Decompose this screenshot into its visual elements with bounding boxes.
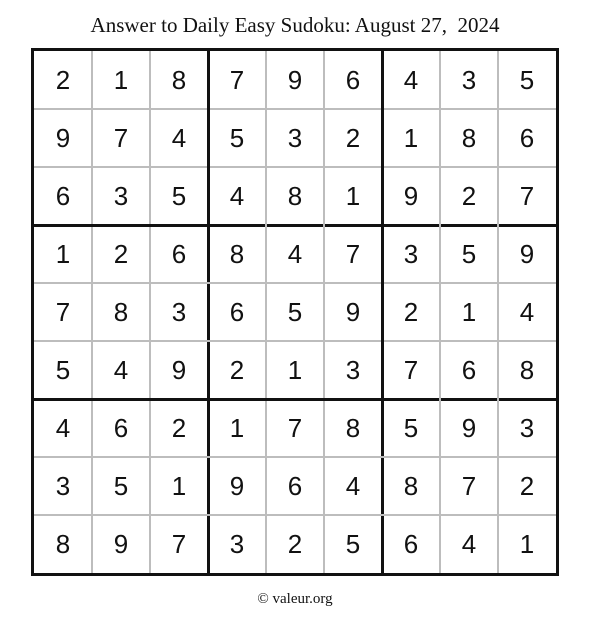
sudoku-cell: 7 bbox=[229, 64, 245, 95]
sudoku-cell: 1 bbox=[287, 354, 303, 385]
sudoku-cell: 4 bbox=[519, 296, 535, 327]
sudoku-cell: 4 bbox=[461, 528, 477, 559]
sudoku-cell: 6 bbox=[461, 354, 477, 385]
sudoku-cell: 5 bbox=[345, 528, 361, 559]
sudoku-cell: 4 bbox=[113, 354, 129, 385]
sudoku-cell: 7 bbox=[403, 354, 419, 385]
sudoku-cell: 6 bbox=[403, 528, 419, 559]
sudoku-cell: 5 bbox=[171, 180, 187, 211]
sudoku-cell: 9 bbox=[345, 296, 361, 327]
sudoku-cell: 5 bbox=[403, 412, 419, 443]
sudoku-cell: 1 bbox=[461, 296, 477, 327]
sudoku-cell: 6 bbox=[287, 470, 303, 501]
sudoku-cell: 3 bbox=[55, 470, 71, 501]
sudoku-cell: 3 bbox=[113, 180, 129, 211]
sudoku-cell: 5 bbox=[55, 354, 71, 385]
sudoku-cell: 7 bbox=[519, 180, 535, 211]
sudoku-cell: 6 bbox=[229, 296, 245, 327]
sudoku-cell: 6 bbox=[113, 412, 129, 443]
sudoku-cell: 7 bbox=[345, 238, 361, 269]
sudoku-cell: 9 bbox=[229, 470, 245, 501]
page-title: Answer to Daily Easy Sudoku: August 27, 2024 bbox=[90, 13, 500, 37]
sudoku-cell: 7 bbox=[461, 470, 477, 501]
sudoku-cell: 8 bbox=[403, 470, 419, 501]
sudoku-cell: 9 bbox=[461, 412, 477, 443]
sudoku-cell: 7 bbox=[55, 296, 71, 327]
sudoku-cell: 3 bbox=[345, 354, 361, 385]
sudoku-cell: 6 bbox=[171, 238, 187, 269]
sudoku-cell: 8 bbox=[345, 412, 361, 443]
copyright-footer: © valeur.org bbox=[257, 591, 333, 607]
sudoku-cell: 5 bbox=[461, 238, 477, 269]
sudoku-cell: 9 bbox=[113, 528, 129, 559]
sudoku-cell: 4 bbox=[229, 180, 245, 211]
sudoku-cell: 2 bbox=[287, 528, 303, 559]
sudoku-cell: 3 bbox=[403, 238, 419, 269]
sudoku-cell: 6 bbox=[345, 64, 361, 95]
sudoku-cell: 8 bbox=[55, 528, 71, 559]
sudoku-cell: 8 bbox=[229, 238, 245, 269]
sudoku-cell: 4 bbox=[171, 122, 187, 153]
sudoku-cell: 2 bbox=[519, 470, 535, 501]
sudoku-cell: 1 bbox=[113, 64, 129, 95]
sudoku-cell: 8 bbox=[461, 122, 477, 153]
sudoku-cell: 9 bbox=[519, 238, 535, 269]
sudoku-board bbox=[31, 48, 559, 576]
sudoku-cell: 2 bbox=[345, 122, 361, 153]
sudoku-cell: 4 bbox=[345, 470, 361, 501]
sudoku-cell: 1 bbox=[519, 528, 535, 559]
sudoku-cell: 1 bbox=[171, 470, 187, 501]
sudoku-cell: 5 bbox=[287, 296, 303, 327]
sudoku-cell: 9 bbox=[403, 180, 419, 211]
sudoku-cell: 1 bbox=[55, 238, 71, 269]
sudoku-cell: 9 bbox=[287, 64, 303, 95]
sudoku-cell: 8 bbox=[113, 296, 129, 327]
sudoku-cell: 3 bbox=[171, 296, 187, 327]
sudoku-cell: 5 bbox=[229, 122, 245, 153]
sudoku-cell: 5 bbox=[519, 64, 535, 95]
sudoku-cell: 3 bbox=[229, 528, 245, 559]
sudoku-cell: 3 bbox=[461, 64, 477, 95]
sudoku-cell: 4 bbox=[55, 412, 71, 443]
sudoku-cell: 9 bbox=[171, 354, 187, 385]
sudoku-cell: 1 bbox=[229, 412, 245, 443]
sudoku-cell: 7 bbox=[113, 122, 129, 153]
sudoku-cell: 4 bbox=[287, 238, 303, 269]
sudoku-cell: 1 bbox=[345, 180, 361, 211]
sudoku-cell: 2 bbox=[229, 354, 245, 385]
sudoku-cell: 3 bbox=[519, 412, 535, 443]
sudoku-cell: 8 bbox=[287, 180, 303, 211]
sudoku-cell: 2 bbox=[171, 412, 187, 443]
sudoku-cell: 2 bbox=[403, 296, 419, 327]
sudoku-cell: 1 bbox=[403, 122, 419, 153]
sudoku-cell: 3 bbox=[287, 122, 303, 153]
sudoku-cell: 6 bbox=[55, 180, 71, 211]
sudoku-cell: 7 bbox=[171, 528, 187, 559]
sudoku-cell: 2 bbox=[55, 64, 71, 95]
sudoku-cell: 2 bbox=[461, 180, 477, 211]
sudoku-cell: 9 bbox=[55, 122, 71, 153]
sudoku-cell: 5 bbox=[113, 470, 129, 501]
sudoku-cell: 7 bbox=[287, 412, 303, 443]
sudoku-cell: 8 bbox=[519, 354, 535, 385]
sudoku-cell: 8 bbox=[171, 64, 187, 95]
sudoku-cell: 2 bbox=[113, 238, 129, 269]
sudoku-cell: 6 bbox=[519, 122, 535, 153]
sudoku-cell: 4 bbox=[403, 64, 419, 95]
